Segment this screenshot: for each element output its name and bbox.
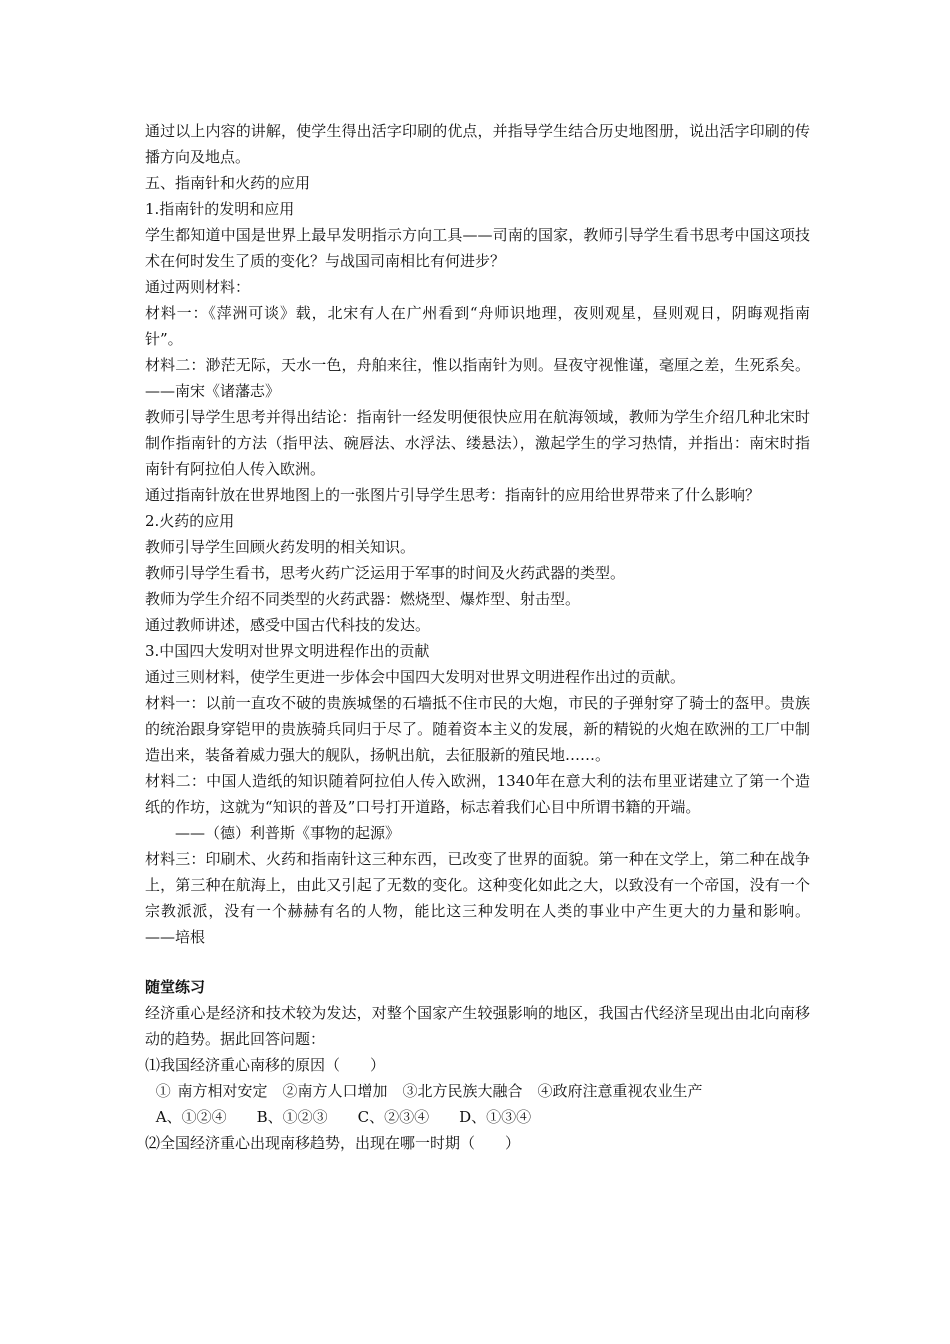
question-1-items: ① 南方相对安定 ②南方人口增加 ③北方民族大融合 ④政府注意重视农业生产 [149, 1082, 703, 1100]
exercise-intro: 经济重心是经济和技术较为发达，对整个国家产生较强影响的地区，我国古代经济呈现出由北向南移动的趋势。据此回答问题： [145, 1004, 810, 1048]
question-1: ⑴我国经济重心南移的原因（ ） [145, 1056, 386, 1074]
material-quote: 材料一：以前一直攻不破的贵族城堡的石墙抵不住市民的大炮，市民的子弹射穿了骑士的盔甲。贵族的统治跟身穿铠甲的贵族骑兵同归于尽了。随着资本主义的发展，新的精锐的火炮在欧洲的工厂中制造出来，装备着威力强大的舰队，扬帆出航，去征服新的殖民地……。 [145, 694, 810, 764]
subsection-heading: 1.指南针的发明和应用 [145, 200, 295, 218]
paragraph: 通过教师讲述，感受中国古代科技的发达。 [145, 616, 431, 634]
paragraph: 教师引导学生看书，思考火药广泛运用于军事的时间及火药武器的类型。 [145, 564, 626, 582]
paragraph: 学生都知道中国是世界上最早发明指示方向工具——司南的国家，教师引导学生看书思考中国这项技术在何时发生了质的变化？与战国司南相比有何进步？ [145, 226, 810, 270]
subsection-heading: 2.火药的应用 [145, 512, 235, 530]
paragraph: 教师引导学生思考并得出结论：指南针一经发明便很快应用在航海领域，教师为学生介绍几种北宋时制作指南针的方法（指甲法、碗唇法、水浮法、缕悬法），激起学生的学习热情，并指出：南宋时指南针有阿拉伯人传入欧洲。 [145, 408, 810, 478]
paragraph: 通过以上内容的讲解，使学生得出活字印刷的优点，并指导学生结合历史地图册，说出活字印刷的传播方向及地点。 [145, 122, 810, 166]
document-body [145, 118, 868, 1156]
paragraph: 通过指南针放在世界地图上的一张图片引导学生思考：指南针的应用给世界带来了什么影响？ [145, 486, 761, 504]
quote-source: ——（德）利普斯《事物的起源》 [175, 824, 401, 842]
material-quote: 材料二：渺茫无际，天水一色，舟舶来往，惟以指南针为则。昼夜守视惟谨，毫厘之差，生死系矣。——南宋《诸藩志》 [145, 356, 810, 400]
material-quote: 材料三：印刷术、火药和指南针这三种东西，已改变了世界的面貌。第一种在文学上，第二种在战争上，第三种在航海上，由此又引起了无数的变化。这种变化如此之大，以致没有一个帝国，没有一个宗教派派，没有一个赫赫有名的人物，能比这三种发明在人类的事业中产生更大的力量和影响。 ——培根 [145, 850, 868, 946]
subsection-heading: 3.中国四大发明对世界文明进程作出的贡献 [145, 642, 430, 660]
question-1-choices: A、①②④ B、①②③ C、②③④ D、①③④ [149, 1108, 532, 1126]
section-heading: 五、指南针和火药的应用 [145, 174, 311, 192]
paragraph: 通过两则材料： [145, 278, 251, 296]
paragraph: 教师引导学生回顾火药发明的相关知识。 [145, 538, 416, 556]
paragraph: 教师为学生介绍不同类型的火药武器：燃烧型、爆炸型、射击型。 [145, 590, 581, 608]
material-quote: 材料二：中国人造纸的知识随着阿拉伯人传入欧洲，1340年在意大利的法布里亚诺建立了第一个造纸的作坊，这就为“知识的普及”口号打开道路，标志着我们心目中所谓书籍的开端。 [145, 772, 810, 816]
paragraph: 通过三则材料，使学生更进一步体会中国四大发明对世界文明进程作出过的贡献。 [145, 668, 686, 686]
material-quote: 材料一：《萍洲可谈》载，北宋有人在广州看到“舟师识地理，夜则观星，昼则观日，阴晦观指南针”。 [145, 304, 810, 348]
exercise-title: 随堂练习 [145, 978, 206, 996]
question-2: ⑵全国经济重心出现南移趋势，出现在哪一时期（ ） [145, 1134, 521, 1152]
